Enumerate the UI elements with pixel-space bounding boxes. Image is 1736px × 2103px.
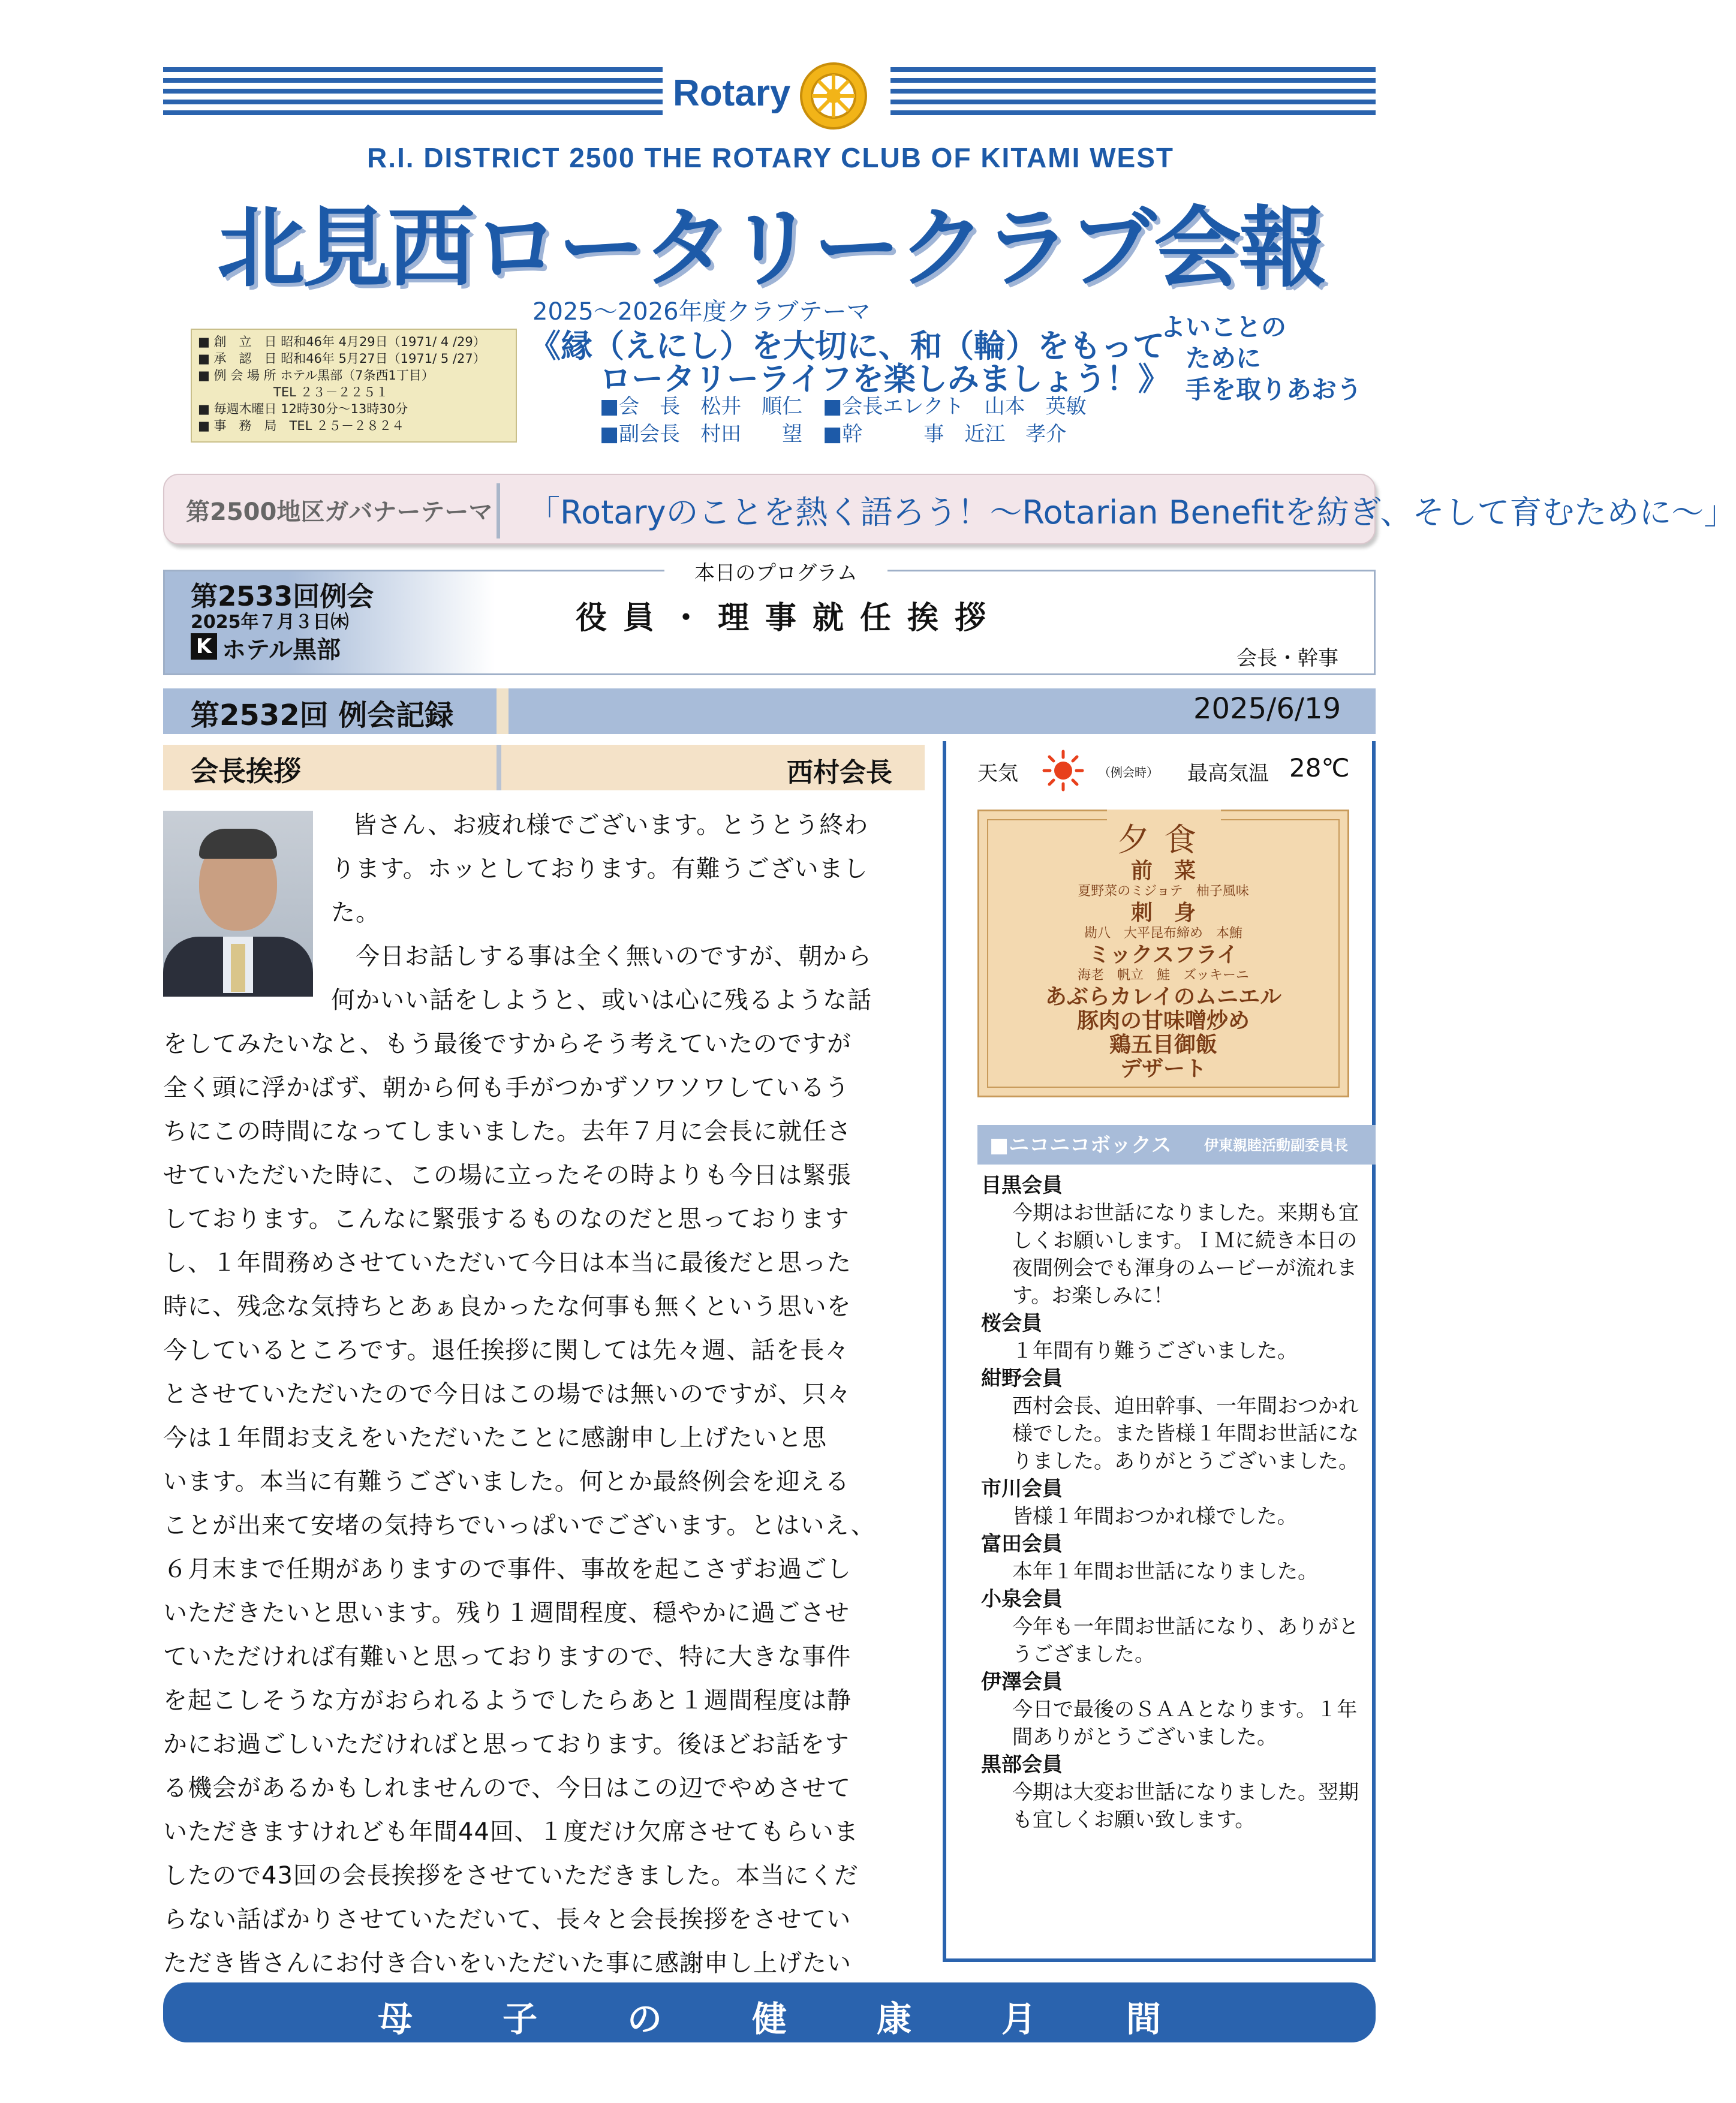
greeting-line: とさせていただいたので今日はこの場では無いのですが、只々 [163, 1380, 852, 1408]
slogan: よいことの ために 手を取りあおう [1160, 312, 1362, 404]
menu-item: デザート [1120, 1056, 1207, 1081]
governor-theme-label: 第2500地区ガバナーテーマ [186, 498, 493, 526]
member-name: 紺野会員 [981, 1367, 1063, 1391]
member-message: 今期は大変お世話になりました。翌期も宜しくお願い致します。 [1012, 1780, 1359, 1832]
info-line: ■ 毎週木曜日 12時30分～13時30分 [198, 402, 408, 416]
greeting-line: いただきたいと思います。残り１週間程度、穏やかに過ごさせ [163, 1599, 850, 1627]
program-title: 役員・理事就任挨拶 [576, 600, 1003, 636]
greeting-title: 会長挨拶 [191, 755, 301, 787]
member-message: 本年１年間お世話になりました。 [1012, 1560, 1318, 1584]
greeting-line: ６月末まで任期がありますので事件、事故を起こさずお過ごし [163, 1556, 852, 1583]
greeting-line: らない話ばかりさせていただいて、長々と会長挨拶をさせてい [163, 1906, 852, 1933]
greeting-line: 全く頭に浮かばず、朝から何も手がつかずソワソワしているう [163, 1074, 850, 1102]
greeting-line: ります。ホッとしております。有難うございまし [331, 855, 868, 883]
rotary-wheel-icon [798, 60, 869, 132]
greeting-line: います。本当に有難うございました。何とか最終例会を迎える [163, 1468, 850, 1496]
program-label: 本日のプログラム [694, 561, 858, 585]
club-title: 北見西ロータリークラブ会報 [217, 197, 1324, 299]
greeting-line: かにお過ごしいただければと思っております。後ほどお話をす [163, 1731, 850, 1758]
member-message: 今日で最後のＳＡＡとなります。１年間ありがとうございました。 [1012, 1698, 1358, 1749]
greeting-line: 時に、残念な気持ちとあぁ良かったな何事も無くという思いを [163, 1293, 852, 1320]
divider [497, 688, 509, 734]
menu-item: 刺 身 [1130, 900, 1196, 925]
weather-note: （例会時） [1099, 765, 1159, 780]
greeting-line: しております。こんなに緊張するものなのだと思っております [163, 1205, 850, 1233]
greeting-speaker: 西村会長 [787, 757, 892, 788]
info-line: ■ 創 立 日 昭和46年 4月29日（1971/ 4 /29） [198, 335, 486, 349]
member-message: １年間有り難うございました。 [1012, 1339, 1298, 1363]
monthly-theme: 母子の健康月間 [377, 1999, 1251, 2039]
menu-item-detail: 夏野菜のミジョテ 柚子風味 [1078, 884, 1249, 899]
greeting-line: せていただいた時に、この場に立ったその時よりも今日は緊張 [163, 1162, 852, 1189]
divider [497, 483, 500, 538]
member-name: 富田会員 [981, 1532, 1063, 1556]
temperature-value: 28℃ [1289, 753, 1350, 783]
divider [497, 745, 501, 790]
member-name: 小泉会員 [981, 1587, 1063, 1611]
info-line: ■ 事 務 局 TEL ２５－２８２４ [198, 419, 404, 433]
greeting-line: を起こしそうな方がおられるようでしたらあと１週間程度は静 [163, 1687, 852, 1714]
greeting-line: いただきますけれども年間44回、１度だけ欠席させてもらいま [163, 1818, 859, 1846]
dinner-menu-list [983, 859, 1343, 1081]
member-name: 伊澤会員 [981, 1670, 1063, 1694]
greeting-line: し、１年間務めさせていただいて今日は本当に最後だと思った [163, 1249, 852, 1277]
rotary-logo-text: Rotary [673, 73, 791, 114]
meeting-date: 2025年７月３日㈭ [191, 612, 349, 633]
nikoniko-subtitle: 伊東親睦活動副委員長 [1204, 1137, 1348, 1154]
member-message: 今年も一年間お世話になり、ありがとうござました。 [1012, 1615, 1359, 1666]
nikoniko-title: ■ニコニコボックス [989, 1133, 1172, 1157]
greeting-line: た。 [331, 899, 380, 926]
member-name: 目黒会員 [981, 1174, 1063, 1198]
menu-item-detail: 勘八 大平昆布締め 本鮪 [1084, 926, 1242, 941]
greeting-line: ちにこの時間になってしまいました。去年７月に会長に就任さ [163, 1118, 852, 1145]
record-date: 2025/6/19 [1193, 692, 1341, 726]
greeting-line: 今は１年間お支えをいただいたことに感謝申し上げたいと思 [163, 1424, 827, 1452]
club-theme-line-1: 《縁（えにし）を大切に、和（輪）をもって [529, 328, 1165, 365]
member-name: 黒部会員 [981, 1753, 1063, 1777]
member-message: 西村会長、迫田幹事、一年間おつかれ様でした。また皆様１年間お世話になりました。ありがとうございました。 [1012, 1394, 1359, 1473]
dinner-title: 夕食 [1117, 821, 1211, 859]
greeting-body [163, 804, 937, 1985]
menu-item: 鶏五目御飯 [1109, 1032, 1217, 1057]
record-title: 第2532回 例会記録 [191, 699, 454, 732]
temperature-label: 最高気温 [1187, 762, 1269, 786]
info-line: TEL ２３－２２５１ [198, 385, 389, 399]
greeting-line: 今しているところです。退任挨拶に関しては先々週、話を長々 [163, 1337, 850, 1364]
member-name: 市川会員 [981, 1477, 1063, 1501]
info-line: ■ 例 会 場 所 ホテル黒部（7条西1丁目） [198, 368, 434, 383]
club-theme-line-2: ロータリーライフを楽しみましょう！》 [600, 361, 1170, 398]
program-speaker: 会長・幹事 [1236, 646, 1338, 670]
officers-list [600, 393, 1087, 448]
menu-item: あぶらカレイのムニエル [1045, 984, 1282, 1009]
greeting-line: をしてみたいなと、もう最後ですからそう考えていたのですが [163, 1030, 852, 1058]
menu-item-detail: 海老 帆立 鮭 ズッキーニ [1078, 968, 1249, 983]
greeting-line: 何かいい話をしようと、或いは心に残るような話 [331, 986, 872, 1014]
club-theme-label: 2025～2026年度クラブテーマ [532, 298, 871, 326]
member-message: 皆様１年間おつかれ様でした。 [1012, 1505, 1298, 1529]
meeting-number: 第2533回例会 [191, 580, 374, 612]
info-line: ■ 承 認 日 昭和46年 5月27日（1971/ 5 /27） [198, 351, 486, 366]
menu-item: 前 菜 [1130, 858, 1196, 883]
officers-row: ■副会長 村田 望 ■幹 事 近江 孝介 [600, 422, 1067, 446]
sun-icon [1042, 750, 1084, 792]
nikoniko-list [981, 1172, 1365, 1834]
greeting-line: ただき皆さんにお付き合いをいただいた事に感謝申し上げたい [163, 1949, 852, 1977]
member-name: 桜会員 [981, 1311, 1042, 1335]
hotel-name: ホテル黒部 [222, 636, 341, 664]
officers-row: ■会 長 松井 順仁 ■会長エレクト 山本 英敏 [600, 395, 1087, 419]
greeting-line: ていただければ有難いと思っておりますので、特に大きな事件 [163, 1643, 852, 1671]
greeting-line: ことが出来て安堵の気持ちでいっぱいでございます。とはいえ、 [163, 1512, 875, 1539]
member-message: 今期はお世話になりました。来期も宜しくお願いします。ＩＭに続き本日の夜間例会でも渾身のムービーが流れます。お楽しみに！ [1012, 1201, 1359, 1308]
greeting-line: る機会があるかもしれませんので、今日はこの辺でやめさせて [163, 1774, 852, 1802]
greeting-line: 今日お話しする事は全く無いのですが、朝から [331, 943, 872, 970]
hotel-logo-icon: K [191, 633, 217, 660]
district-heading: R.I. DISTRICT 2500 THE ROTARY CLUB OF KITAMI WEST [366, 142, 1175, 173]
club-info-box [191, 329, 517, 443]
weather-label: 天気 [977, 762, 1018, 786]
menu-item: ミックスフライ [1088, 942, 1238, 967]
greeting-line: 皆さん、お疲れ様でございます。とうとう終わ [353, 811, 869, 839]
menu-item: 豚肉の甘味噌炒め [1076, 1008, 1250, 1033]
greeting-line: したので43回の会長挨拶をさせていただきました。本当にくだ [163, 1862, 859, 1890]
governor-theme-text: 「Rotaryのことを熱く語ろう！～Rotarian Benefitを紡ぎ、そして育むために～」 [528, 494, 1736, 531]
